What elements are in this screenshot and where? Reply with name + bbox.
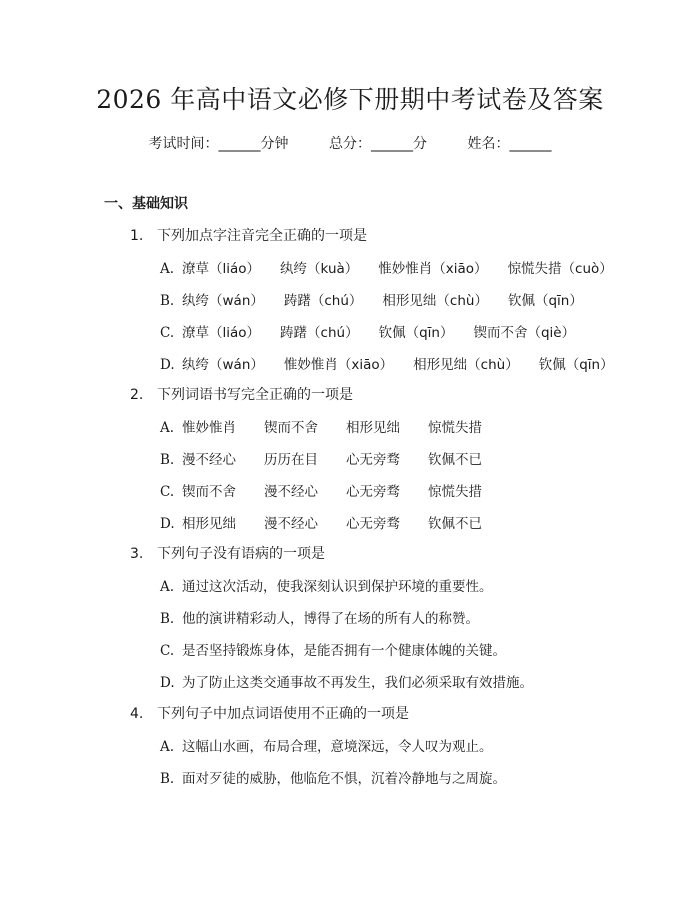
question-text: 下列加点字注音完全正确的一项是 (157, 228, 367, 244)
question-2-option-c (160, 480, 510, 500)
option-item: 心无旁骛 (346, 452, 400, 468)
option-item: 惊慌失措（cuò） (507, 261, 613, 277)
question-text: 下列句子中加点词语使用不正确的一项是 (157, 706, 409, 722)
question-3-option-d (160, 671, 533, 691)
option-item: 钦佩（qīn） (538, 357, 614, 373)
option-item: 漫不经心 (182, 452, 236, 468)
option-letter: A. (160, 420, 175, 436)
option-item: 纨绔（wán） (182, 293, 264, 309)
question-2-option-a (160, 416, 510, 436)
option-item: 锲而不舍（qiè） (473, 325, 576, 341)
name-field: 姓名：______ (467, 136, 552, 152)
question-4 (130, 703, 409, 723)
option-item: 相形见绌（chù） (382, 293, 488, 309)
option-item: 历历在目 (264, 452, 318, 468)
question-4-option-a (160, 735, 493, 755)
question-3-option-c (160, 639, 506, 659)
option-letter: D. (160, 675, 175, 691)
option-letter: A. (160, 579, 175, 595)
option-item: 惊慌失措 (428, 420, 482, 436)
option-letter: D. (160, 357, 175, 373)
option-item: 锲而不舍 (182, 484, 236, 500)
question-1-option-d (160, 353, 634, 373)
option-letter: B. (160, 611, 175, 627)
question-3-option-a (160, 575, 493, 595)
page-title: 2026 年高中语文必修下册期中考试卷及答案 (96, 85, 604, 114)
question-text: 下列词语书写完全正确的一项是 (157, 387, 353, 403)
option-letter: B. (160, 771, 175, 787)
option-item: 潦草（liáo） (182, 325, 261, 341)
question-3-option-b (160, 607, 479, 627)
question-1-option-c (160, 321, 595, 341)
option-letter: C. (160, 643, 175, 659)
option-item: 相形见绌 (346, 420, 400, 436)
question-1-option-a (160, 257, 633, 277)
question-2-option-d (160, 512, 510, 532)
option-item: 钦佩（qīn） (378, 325, 454, 341)
exam-meta (0, 133, 700, 153)
question-text: 下列句子没有语病的一项是 (157, 546, 325, 562)
option-item: 惟妙惟肖（xiāo） (283, 357, 394, 373)
exam-time-field: 考试时间：______分钟 (148, 136, 289, 152)
question-3 (130, 543, 325, 563)
question-4-option-b (160, 767, 506, 787)
option-item: 心无旁骛 (346, 484, 400, 500)
question-number: 4. (130, 706, 144, 722)
option-letter: C. (160, 325, 175, 341)
question-number: 3. (130, 546, 144, 562)
option-item: 为了防止这类交通事故不再发生，我们必须采取有效措施。 (182, 675, 533, 691)
question-2 (130, 384, 353, 404)
total-score-field: 总分：______分 (329, 136, 427, 152)
question-1 (130, 225, 367, 245)
option-item: 相形见绌（chù） (413, 357, 519, 373)
option-item: 踌躇（chú） (280, 325, 359, 341)
option-item: 惟妙惟肖（xiāo） (378, 261, 488, 277)
option-item: 锲而不舍 (264, 420, 318, 436)
option-letter: A. (160, 261, 175, 277)
option-item: 纨绔（wán） (182, 357, 264, 373)
question-1-option-b (160, 289, 603, 309)
option-item: 漫不经心 (264, 484, 318, 500)
section-heading: 一、基础知识 (104, 196, 188, 212)
option-letter: B. (160, 452, 175, 468)
option-item: 潦草（liáo） (182, 261, 261, 277)
option-letter: A. (160, 739, 175, 755)
option-item: 心无旁骛 (346, 516, 400, 532)
option-item: 通过这次活动，使我深刻认识到保护环境的重要性。 (182, 579, 493, 595)
option-letter: D. (160, 516, 175, 532)
option-item: 钦佩不已 (428, 516, 482, 532)
option-item: 他的演讲精彩动人，博得了在场的所有人的称赞。 (182, 611, 479, 627)
option-item: 这幅山水画，布局合理，意境深远，令人叹为观止。 (182, 739, 493, 755)
option-item: 惟妙惟肖 (182, 420, 236, 436)
option-item: 钦佩（qīn） (507, 293, 583, 309)
question-2-option-b (160, 448, 510, 468)
option-item: 纨绔（kuà） (280, 261, 359, 277)
option-item: 踌躇（chú） (283, 293, 363, 309)
question-number: 1. (130, 228, 144, 244)
option-letter: C. (160, 484, 175, 500)
option-item: 相形见绌 (182, 516, 236, 532)
option-item: 面对歹徒的威胁，他临危不惧，沉着冷静地与之周旋。 (182, 771, 506, 787)
option-item: 惊慌失措 (428, 484, 482, 500)
option-item: 是否坚持锻炼身体，是能否拥有一个健康体魄的关键。 (182, 643, 506, 659)
question-number: 2. (130, 387, 144, 403)
option-item: 钦佩不已 (428, 452, 482, 468)
option-item: 漫不经心 (264, 516, 318, 532)
option-letter: B. (160, 293, 175, 309)
